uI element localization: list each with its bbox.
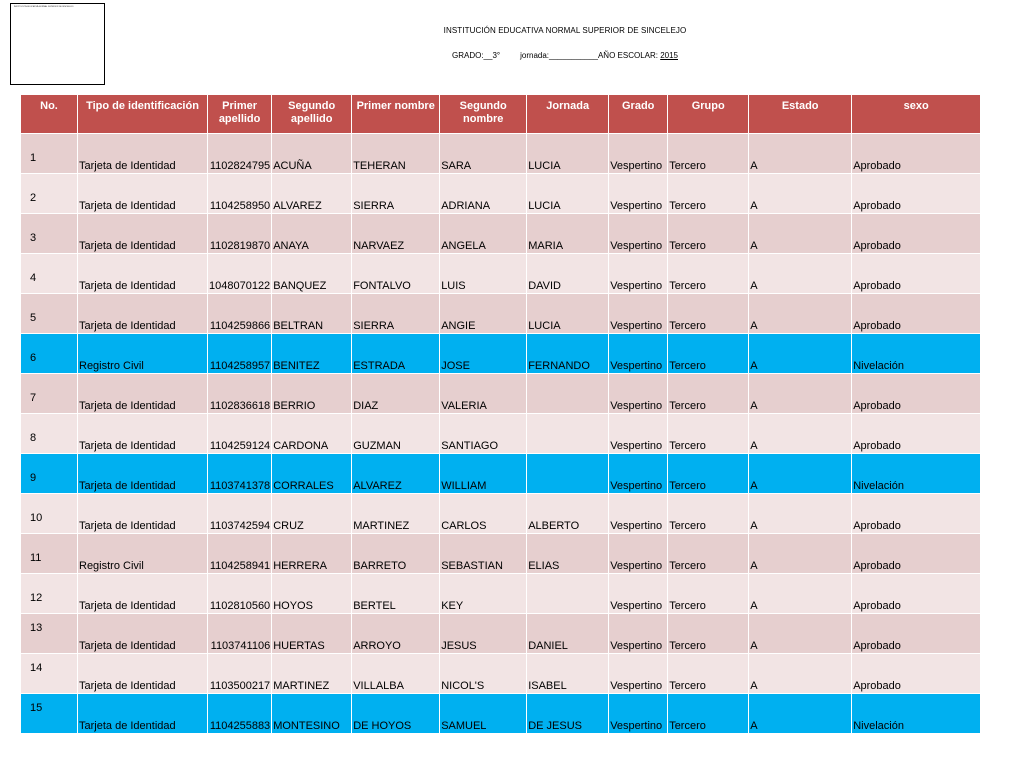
- cell-documento[interactable]: 1102810560: [208, 574, 272, 614]
- table-row[interactable]: [21, 574, 981, 614]
- cell-jornada[interactable]: Vespertino: [609, 494, 668, 534]
- grado-label: GRADO:__3°: [451, 51, 501, 60]
- cell-documento[interactable]: 1104259866: [208, 294, 272, 334]
- cell-tipo[interactable]: Tarjeta de Identidad: [78, 174, 208, 214]
- cell-primer-nombre[interactable]: VALERIA: [440, 374, 527, 414]
- cell-grado[interactable]: Tercero: [668, 134, 749, 174]
- table-row[interactable]: [21, 134, 981, 174]
- students-table: [20, 94, 981, 734]
- cell-segundo-apellido[interactable]: NARVAEZ: [352, 214, 440, 254]
- cell-jornada[interactable]: Vespertino: [609, 414, 668, 454]
- cell-segundo-apellido[interactable]: ARROYO: [352, 614, 440, 654]
- cell-grupo[interactable]: A: [749, 214, 852, 254]
- cell-grado[interactable]: Tercero: [668, 294, 749, 334]
- cell-jornada[interactable]: Vespertino: [609, 294, 668, 334]
- cell-tipo[interactable]: Tarjeta de Identidad: [78, 654, 208, 694]
- column-header-sexo[interactable]: sexo: [852, 95, 981, 134]
- cell-grupo[interactable]: A: [749, 654, 852, 694]
- cell-tipo[interactable]: Tarjeta de Identidad: [78, 414, 208, 454]
- cell-primer-nombre[interactable]: ADRIANA: [440, 174, 527, 214]
- cell-grado[interactable]: Tercero: [668, 254, 749, 294]
- cell-tipo[interactable]: Tarjeta de Identidad: [78, 494, 208, 534]
- table-row[interactable]: [21, 494, 981, 534]
- cell-estado[interactable]: Aprobado: [852, 374, 981, 414]
- cell-segundo-nombre[interactable]: LUCIA: [527, 294, 609, 334]
- cell-documento[interactable]: 1103742594: [208, 494, 272, 534]
- cell-segundo-nombre[interactable]: DANIEL: [527, 614, 609, 654]
- cell-segundo-nombre[interactable]: ELIAS: [527, 534, 609, 574]
- cell-tipo[interactable]: Tarjeta de Identidad: [78, 214, 208, 254]
- cell-primer-apellido[interactable]: MONTESINO: [272, 694, 352, 734]
- cell-no[interactable]: 11: [21, 534, 78, 574]
- cell-segundo-nombre[interactable]: LUCIA: [527, 174, 609, 214]
- cell-segundo-apellido[interactable]: ALVAREZ: [352, 454, 440, 494]
- cell-primer-apellido[interactable]: BANQUEZ: [272, 254, 352, 294]
- cell-segundo-apellido[interactable]: GUZMAN: [352, 414, 440, 454]
- column-header-grupo[interactable]: Grupo: [668, 95, 749, 134]
- cell-segundo-apellido[interactable]: ESTRADA: [352, 334, 440, 374]
- cell-grupo[interactable]: A: [749, 454, 852, 494]
- table-row[interactable]: [21, 414, 981, 454]
- cell-segundo-apellido[interactable]: MARTINEZ: [352, 494, 440, 534]
- cell-documento[interactable]: 1103741106: [208, 614, 272, 654]
- cell-grado[interactable]: Tercero: [668, 494, 749, 534]
- cell-primer-nombre[interactable]: JOSE: [440, 334, 527, 374]
- cell-tipo[interactable]: Tarjeta de Identidad: [78, 254, 208, 294]
- cell-tipo[interactable]: Tarjeta de Identidad: [78, 294, 208, 334]
- cell-grupo[interactable]: A: [749, 534, 852, 574]
- cell-segundo-nombre[interactable]: ALBERTO: [527, 494, 609, 534]
- cell-no[interactable]: 9: [21, 454, 78, 494]
- cell-jornada[interactable]: Vespertino: [609, 334, 668, 374]
- cell-estado[interactable]: Aprobado: [852, 254, 981, 294]
- cell-grado[interactable]: Tercero: [668, 534, 749, 574]
- cell-segundo-nombre[interactable]: MARIA: [527, 214, 609, 254]
- cell-documento[interactable]: 1104255883: [208, 694, 272, 734]
- cell-no[interactable]: 1: [21, 134, 78, 174]
- cell-primer-apellido[interactable]: CARDONA: [272, 414, 352, 454]
- cell-estado[interactable]: Nivelación: [852, 454, 981, 494]
- cell-grupo[interactable]: A: [749, 574, 852, 614]
- cell-no[interactable]: 12: [21, 574, 78, 614]
- cell-grupo[interactable]: A: [749, 294, 852, 334]
- cell-estado[interactable]: Aprobado: [852, 574, 981, 614]
- cell-grupo[interactable]: A: [749, 414, 852, 454]
- cell-primer-nombre[interactable]: KEY: [440, 574, 527, 614]
- cell-segundo-apellido[interactable]: TEHERAN: [352, 134, 440, 174]
- cell-jornada[interactable]: Vespertino: [609, 614, 668, 654]
- cell-primer-nombre[interactable]: SAMUEL: [440, 694, 527, 734]
- column-header-primer-nombre[interactable]: Primer nombre: [352, 95, 440, 134]
- cell-tipo[interactable]: Tarjeta de Identidad: [78, 574, 208, 614]
- cell-grupo[interactable]: A: [749, 334, 852, 374]
- table-row[interactable]: [21, 614, 981, 654]
- cell-grupo[interactable]: A: [749, 374, 852, 414]
- cell-primer-nombre[interactable]: JESUS: [440, 614, 527, 654]
- cell-no[interactable]: 13: [21, 614, 78, 654]
- cell-primer-nombre[interactable]: SARA: [440, 134, 527, 174]
- cell-grado[interactable]: Tercero: [668, 214, 749, 254]
- cell-primer-apellido[interactable]: CRUZ: [272, 494, 352, 534]
- cell-primer-apellido[interactable]: HUERTAS: [272, 614, 352, 654]
- cell-grado[interactable]: Tercero: [668, 454, 749, 494]
- cell-grupo[interactable]: A: [749, 694, 852, 734]
- cell-segundo-apellido[interactable]: DE HOYOS: [352, 694, 440, 734]
- cell-jornada[interactable]: Vespertino: [609, 254, 668, 294]
- cell-documento[interactable]: 1102836618: [208, 374, 272, 414]
- cell-segundo-nombre[interactable]: [527, 374, 609, 414]
- cell-tipo[interactable]: Tarjeta de Identidad: [78, 694, 208, 734]
- cell-documento[interactable]: 1102824795: [208, 134, 272, 174]
- cell-grado[interactable]: Tercero: [668, 374, 749, 414]
- cell-segundo-apellido[interactable]: FONTALVO: [352, 254, 440, 294]
- cell-primer-apellido[interactable]: ANAYA: [272, 214, 352, 254]
- table-row[interactable]: [21, 534, 981, 574]
- cell-segundo-apellido[interactable]: DIAZ: [352, 374, 440, 414]
- cell-primer-nombre[interactable]: ANGELA: [440, 214, 527, 254]
- cell-grado[interactable]: Tercero: [668, 334, 749, 374]
- cell-primer-apellido[interactable]: ACUÑA: [272, 134, 352, 174]
- cell-segundo-nombre[interactable]: [527, 454, 609, 494]
- cell-no[interactable]: 10: [21, 494, 78, 534]
- cell-jornada[interactable]: Vespertino: [609, 534, 668, 574]
- cell-primer-nombre[interactable]: WILLIAM: [440, 454, 527, 494]
- cell-estado[interactable]: Aprobado: [852, 214, 981, 254]
- table-body: [21, 134, 981, 734]
- cell-documento[interactable]: 1104258957: [208, 334, 272, 374]
- cell-grado[interactable]: Tercero: [668, 574, 749, 614]
- cell-estado[interactable]: Nivelación: [852, 334, 981, 374]
- cell-documento[interactable]: 1048070122: [208, 254, 272, 294]
- cell-primer-nombre[interactable]: NICOL'S: [440, 654, 527, 694]
- school-logo-box: [10, 3, 105, 85]
- grade-line: [300, 51, 830, 60]
- cell-tipo[interactable]: Tarjeta de Identidad: [78, 614, 208, 654]
- cell-segundo-nombre[interactable]: LUCIA: [527, 134, 609, 174]
- cell-primer-apellido[interactable]: BENITEZ: [272, 334, 352, 374]
- cell-primer-apellido[interactable]: BERRIO: [272, 374, 352, 414]
- cell-documento[interactable]: 1103741378: [208, 454, 272, 494]
- cell-primer-nombre[interactable]: SEBASTIAN: [440, 534, 527, 574]
- cell-primer-nombre[interactable]: LUIS: [440, 254, 527, 294]
- cell-jornada[interactable]: Vespertino: [609, 454, 668, 494]
- cell-primer-apellido[interactable]: MARTINEZ: [272, 654, 352, 694]
- table-row[interactable]: [21, 654, 981, 694]
- cell-no[interactable]: 8: [21, 414, 78, 454]
- column-header-segundo-nombre[interactable]: Segundo nombre: [440, 95, 527, 134]
- cell-documento[interactable]: 1104258950: [208, 174, 272, 214]
- table-row[interactable]: [21, 374, 981, 414]
- cell-primer-apellido[interactable]: BELTRAN: [272, 294, 352, 334]
- cell-primer-apellido[interactable]: ALVAREZ: [272, 174, 352, 214]
- cell-segundo-apellido[interactable]: SIERRA: [352, 294, 440, 334]
- cell-documento[interactable]: 1103500217: [208, 654, 272, 694]
- cell-primer-nombre[interactable]: SANTIAGO: [440, 414, 527, 454]
- cell-tipo[interactable]: Tarjeta de Identidad: [78, 454, 208, 494]
- cell-no[interactable]: 6: [21, 334, 78, 374]
- column-header-jornada[interactable]: Jornada: [527, 95, 609, 134]
- cell-no[interactable]: 4: [21, 254, 78, 294]
- cell-primer-apellido[interactable]: HERRERA: [272, 534, 352, 574]
- cell-no[interactable]: 5: [21, 294, 78, 334]
- cell-segundo-apellido[interactable]: SIERRA: [352, 174, 440, 214]
- cell-primer-apellido[interactable]: CORRALES: [272, 454, 352, 494]
- cell-jornada[interactable]: Vespertino: [609, 374, 668, 414]
- cell-segundo-nombre[interactable]: [527, 574, 609, 614]
- cell-grupo[interactable]: A: [749, 494, 852, 534]
- table-row[interactable]: [21, 294, 981, 334]
- cell-jornada[interactable]: Vespertino: [609, 574, 668, 614]
- column-header-primer-apellido[interactable]: Primer apellido: [208, 95, 272, 134]
- cell-no[interactable]: 14: [21, 654, 78, 694]
- column-header-segundo-apellido[interactable]: Segundo apellido: [272, 95, 352, 134]
- column-header-tipo[interactable]: Tipo de identificación: [78, 95, 208, 134]
- table-header-row: [21, 95, 981, 134]
- cell-primer-apellido[interactable]: HOYOS: [272, 574, 352, 614]
- cell-no[interactable]: 15: [21, 694, 78, 734]
- cell-primer-nombre[interactable]: ANGIE: [440, 294, 527, 334]
- cell-grado[interactable]: Tercero: [668, 414, 749, 454]
- cell-grupo[interactable]: A: [749, 134, 852, 174]
- cell-documento[interactable]: 1104258941: [208, 534, 272, 574]
- cell-estado[interactable]: Aprobado: [852, 654, 981, 694]
- cell-tipo[interactable]: Registro Civil: [78, 334, 208, 374]
- cell-segundo-nombre[interactable]: [527, 414, 609, 454]
- cell-tipo[interactable]: Tarjeta de Identidad: [78, 134, 208, 174]
- cell-tipo[interactable]: Tarjeta de Identidad: [78, 374, 208, 414]
- cell-segundo-apellido[interactable]: VILLALBA: [352, 654, 440, 694]
- cell-no[interactable]: 3: [21, 214, 78, 254]
- cell-grupo[interactable]: A: [749, 254, 852, 294]
- cell-jornada[interactable]: Vespertino: [609, 694, 668, 734]
- cell-grado[interactable]: Tercero: [668, 694, 749, 734]
- table-row[interactable]: [21, 174, 981, 214]
- cell-no[interactable]: 2: [21, 174, 78, 214]
- cell-documento[interactable]: 1102819870: [208, 214, 272, 254]
- jornada-label: jornada:___________AÑO ESCOLAR:: [520, 51, 661, 60]
- cell-jornada[interactable]: Vespertino: [609, 134, 668, 174]
- cell-grado[interactable]: Tercero: [668, 654, 749, 694]
- cell-estado[interactable]: Aprobado: [852, 614, 981, 654]
- cell-segundo-nombre[interactable]: FERNANDO: [527, 334, 609, 374]
- cell-jornada[interactable]: Vespertino: [609, 214, 668, 254]
- cell-estado[interactable]: Aprobado: [852, 534, 981, 574]
- school-year: 2015: [660, 51, 678, 60]
- cell-grado[interactable]: Tercero: [668, 174, 749, 214]
- cell-grupo[interactable]: A: [749, 174, 852, 214]
- cell-no[interactable]: 7: [21, 374, 78, 414]
- cell-tipo[interactable]: Registro Civil: [78, 534, 208, 574]
- cell-estado[interactable]: Aprobado: [852, 134, 981, 174]
- logo-caption: INSTITUCIÓN EDUCATIVA NORMAL SUPERIOR DE SINCELEJO: [14, 6, 74, 8]
- table-row[interactable]: [21, 454, 981, 494]
- cell-estado[interactable]: Nivelación: [852, 694, 981, 734]
- cell-documento[interactable]: 1104259124: [208, 414, 272, 454]
- column-header-grado[interactable]: Grado: [609, 95, 668, 134]
- cell-segundo-nombre[interactable]: DAVID: [527, 254, 609, 294]
- table-row[interactable]: [21, 694, 981, 734]
- cell-estado[interactable]: Aprobado: [852, 174, 981, 214]
- cell-estado[interactable]: Aprobado: [852, 294, 981, 334]
- cell-segundo-apellido[interactable]: BARRETO: [352, 534, 440, 574]
- cell-grupo[interactable]: A: [749, 614, 852, 654]
- cell-segundo-nombre[interactable]: DE JESUS: [527, 694, 609, 734]
- cell-segundo-apellido[interactable]: BERTEL: [352, 574, 440, 614]
- cell-jornada[interactable]: Vespertino: [609, 174, 668, 214]
- cell-segundo-nombre[interactable]: ISABEL: [527, 654, 609, 694]
- cell-primer-nombre[interactable]: CARLOS: [440, 494, 527, 534]
- school-title: INSTITUCIÓN EDUCATIVA NORMAL SUPERIOR DE SINCELEJO: [443, 26, 687, 35]
- table-row[interactable]: [21, 214, 981, 254]
- cell-grado[interactable]: Tercero: [668, 614, 749, 654]
- cell-jornada[interactable]: Vespertino: [609, 654, 668, 694]
- cell-estado[interactable]: Aprobado: [852, 494, 981, 534]
- cell-estado[interactable]: Aprobado: [852, 414, 981, 454]
- column-header-estado[interactable]: Estado: [749, 95, 852, 134]
- column-header-no[interactable]: No.: [21, 95, 78, 134]
- table-row[interactable]: [21, 334, 981, 374]
- table-row[interactable]: [21, 254, 981, 294]
